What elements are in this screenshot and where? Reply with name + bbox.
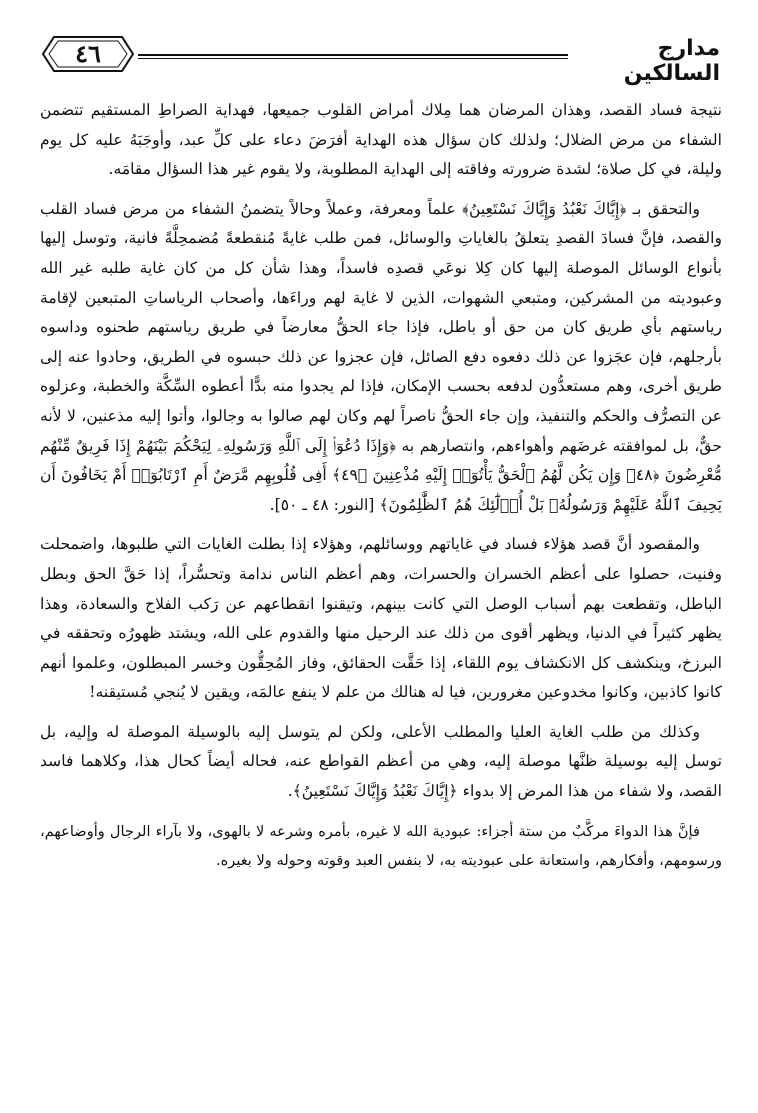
page-header xyxy=(40,28,720,88)
page-body xyxy=(40,96,722,885)
paragraph-5: فإنَّ هذا الدواءَ مركَّبٌ من ستة أجزاء: عبودية الله لا غيره، بأمره وشرعه لا بالهوى، ولا بآراء الرجال وأوضاعهم، ورسومهم، وأفكارهم، واستعانة على عبوديته به، لا بنفس العبد وقوته وحوله ولا بغيره. xyxy=(40,822,722,869)
paragraph-4: وكذلك من طلب الغاية العليا والمطلب الأعلى، ولكن لم يتوسل إليه بالوسيلة الموصلة له وإليه، بل توسل إليه بوسيلة ظنَّها موصلة إليه، وهي من أعظم القواطع عنه، فحاله أيضاً كحال هذا، وكلاهما فاسد القصد، ولا شفاء من هذا المرض إلا بدواء ﴿إِيَّاكَ نَعْبُدُ وَإِيَّاكَ نَسْتَعِينُ﴾. xyxy=(40,722,722,801)
page-number: ٤٦ xyxy=(75,39,101,68)
header-divider xyxy=(138,54,568,59)
paragraph-3: والمقصود أنَّ قصد هؤلاء فساد في غاياتهم ووسائلهم، وهؤلاء إذا بطلت الغايات التي طلبوها، واضمحلت وفنيت، حصلوا على أعظم الخسران والحسرات، وهم أعظم الناس ندامة وتحسُّراً، إذا حَقَّ الحق وبطل الباطل، وتقطعت بهم أسباب الوصل التي كانت بينهم، وتيقنوا انقطاعهم عن رَكب الفلاح والسعادة، وهذا يظهر كثيراً في الدنيا، ويظهر أقوى من ذلك عند الرحيل منها والقدوم على الله، ويشتد ظهورُه وتحققه في البرزخ، وينكشف كل الانكشاف يوم اللقاء، إذا حَقَّت الحقائق، وفاز المُحِقُّون وخسر المبطلون، وعلموا أنهم كانوا كاذبين، وكانوا مخدوعين مغرورين، فيا له هنالك من علم لا ينفع عالمَه، ويقين لا يُنجي مُستيقنه! xyxy=(40,535,722,702)
paragraph-1: نتيجة فساد القصد، وهذان المرضان هما مِلاك أمراض القلوب جميعها، فهداية الصراطِ المستقيم تتضمن الشفاء من مرض الضلال؛ ولذلك كان سؤال هذه الهداية أفرَضَ دعاء على كلِّ عبد، وأوجَبَهُ عليه كل يوم وليلة، في كل صلاة؛ لشدة ضرورته وفاقته إلى الهداية المطلوبة، ولا يقوم غير هذا السؤال مقامَه. xyxy=(40,101,722,179)
paragraph-2: والتحقق بـ ﴿إِيَّاكَ نَعْبُدُ وَإِيَّاكَ نَسْتَعِينُ﴾ علماً ومعرفة، وعملاً وحالاً يتضمنُ الشفاء من مرض فساد القلب والقصد، فإنَّ فسادَ القصدِ يتعلقُ بالغاياتِ والوسائل، فمن طلب غايةً مُنقطعةً مُضمحِلَّةً فانية، وتوسل إليها بأنواع الوسائل الموصلة إليها كان كِلا نوعَي قصدِه فاسداً، وهذا شأن كل من كان غاية طلبه غير الله وعبوديته من المشركين، ومتبعي الشهوات، الذين لا غاية لهم وراءَها، وأصحاب الرياساتِ المتبعين لإقامة رياستهم بأي طريق كان من حق أو باطل، فإذا جاء الحقُّ معارضاً في طريق رياستهم طحنوه وداسوه بأرجلهم، فإن عجَزوا عن ذلك دفعوه دفع الصائل، فإن عجزوا عن ذلك حبسوه في الطريق، وحادوا عنه إلى طريق أخرى، وهم مستعدُّون لدفعه بحسب الإمكان، فإذا لم يجدوا منه بدًّا أعطوه السِّكَّة والخطبة، وعزلوه عن التصرُّف والحكم والتنفيذ، وإن جاء الحقُّ ناصراً لهم وكان لهم صالوا به وجالوا، وأتوا إليه مذعنين، لا لأنه حقٌّ، بل لموافقته غرضَهم وأهواءهم، وانتصارهم به ﴿وَإِذَا دُعُوٓا۟ إِلَى ٱللَّهِ وَرَسُولِهِۦ لِيَحْكُمَ بَيْنَهُمْ إِذَا فَرِيقٌ مِّنْهُم مُّعْرِضُونَ ﴿٤٨﴾ وَإِن يَكُن لَّهُمُ ٱلْحَقُّ يَأْتُوٓا۟ إِلَيْهِ مُذْعِنِينَ ﴿٤٩﴾ أَفِى قُلُوبِهِم مَّرَضٌ أَمِ ٱرْتَابُوٓا۟ أَمْ يَخَافُونَ أَن يَحِيفَ ٱللَّهُ عَلَيْهِمْ وَرَسُولُهُۥ بَلْ أُو۟لَٰٓئِكَ هُمُ ٱلظَّٰلِمُونَ﴾ [النور: ٤٨ ـ ٥٠]. xyxy=(40,199,723,514)
page-number-frame xyxy=(40,34,136,74)
book-title: مدارج السالكين xyxy=(623,36,720,86)
